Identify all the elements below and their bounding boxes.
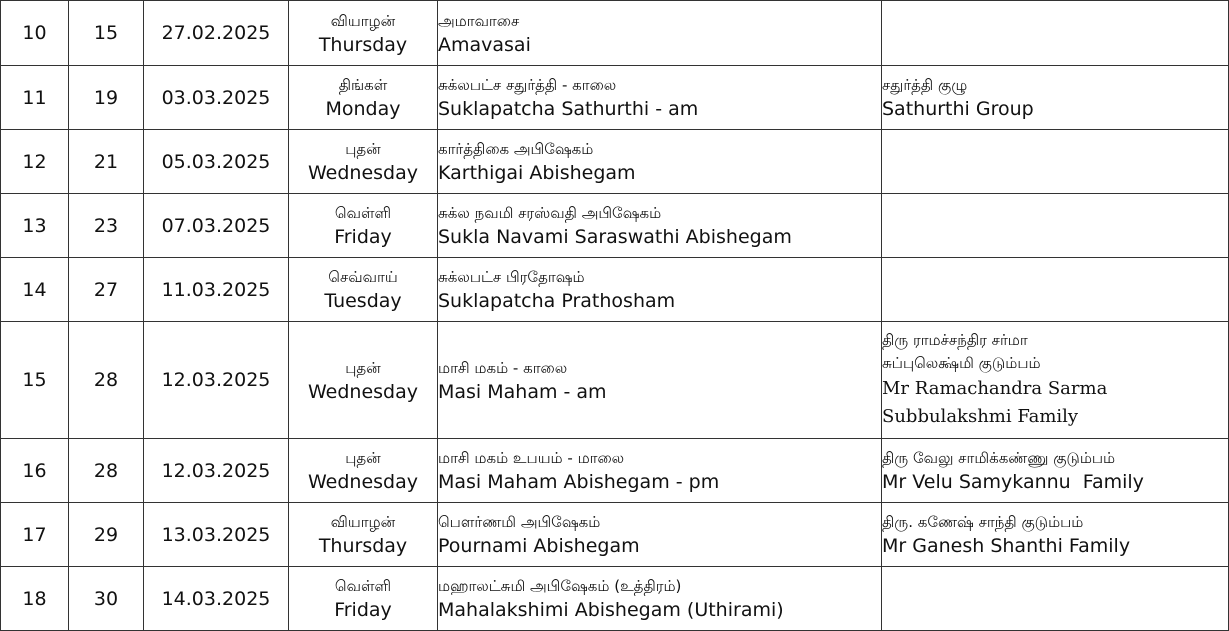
tithi-number: 30 [69, 567, 144, 631]
day-cell [289, 439, 438, 503]
table-row [1, 1, 1229, 66]
day-cell [289, 130, 438, 194]
day-tamil: வியாழன் [330, 11, 396, 30]
day-tamil: திங்கள் [338, 76, 388, 94]
event-english: Pournami Abishegam [438, 535, 640, 557]
table-row [1, 194, 1229, 258]
tithi-number: 15 [69, 1, 144, 66]
day-cell [289, 66, 438, 130]
tithi-number: 28 [69, 439, 144, 503]
day-cell [289, 567, 438, 631]
sponsor-cell [882, 439, 1229, 503]
sponsor-tamil: திரு. கணேஷ் சாந்தி குடும்பம் [882, 513, 1084, 531]
day-cell [289, 322, 438, 439]
event-cell [438, 439, 882, 503]
tithi-number: 21 [69, 130, 144, 194]
row-number: 11 [1, 66, 69, 130]
date-cell: 07.03.2025 [144, 194, 289, 258]
tithi-number: 23 [69, 194, 144, 258]
event-cell [438, 130, 882, 194]
day-tamil: செவ்வாய் [328, 268, 398, 286]
day-tamil: புதன் [345, 358, 381, 377]
day-english: Monday [325, 98, 401, 120]
event-english: Suklapatcha Prathosham [438, 290, 676, 312]
sponsor-cell [882, 567, 1229, 631]
sponsor-english-line-2: Subbulakshmi Family [882, 406, 1079, 427]
day-english: Friday [334, 599, 392, 621]
day-tamil: வெள்ளி [334, 204, 392, 222]
table-row [1, 503, 1229, 567]
row-number: 15 [1, 322, 69, 439]
sponsor-cell [882, 1, 1229, 66]
event-tamil: மாசி மகம் உபயம் - மாலை [438, 449, 625, 467]
sponsor-cell [882, 322, 1229, 439]
date-cell: 11.03.2025 [144, 258, 289, 322]
event-cell [438, 194, 882, 258]
date-cell: 03.03.2025 [144, 66, 289, 130]
row-number: 14 [1, 258, 69, 322]
tithi-number: 27 [69, 258, 144, 322]
event-cell [438, 322, 882, 439]
table-row [1, 322, 1229, 439]
event-tamil: சுக்ல நவமி சரஸ்வதி அபிஷேகம் [438, 204, 662, 222]
date-cell: 13.03.2025 [144, 503, 289, 567]
event-english: Mahalakshimi Abishegam (Uthirami) [438, 599, 784, 621]
event-english: Masi Maham - am [438, 380, 607, 403]
row-number: 12 [1, 130, 69, 194]
row-number: 10 [1, 1, 69, 66]
event-english: Masi Maham Abishegam - pm [438, 471, 720, 493]
table-row [1, 130, 1229, 194]
event-tamil: சுக்லபட்ச பிரதோஷம் [438, 268, 585, 286]
table-row [1, 258, 1229, 322]
event-english: Sukla Navami Saraswathi Abishegam [438, 226, 792, 248]
sponsor-cell [882, 66, 1229, 130]
date-cell: 12.03.2025 [144, 439, 289, 503]
day-english: Wednesday [307, 380, 418, 403]
day-cell [289, 503, 438, 567]
day-english: Thursday [318, 33, 408, 56]
event-tamil: பௌர்ணமி அபிஷேகம் [438, 513, 601, 531]
table-row [1, 66, 1229, 130]
row-number: 13 [1, 194, 69, 258]
sponsor-tamil: சதுர்த்தி குழு [882, 76, 968, 94]
day-cell [289, 258, 438, 322]
day-english: Thursday [318, 535, 408, 557]
sponsor-tamil-line-2: சுப்புலெக்ஷ்மி குடும்பம் [882, 354, 1041, 372]
date-cell: 27.02.2025 [144, 1, 289, 66]
date-cell: 05.03.2025 [144, 130, 289, 194]
event-cell [438, 66, 882, 130]
day-english: Tuesday [324, 290, 402, 312]
event-tamil: கார்த்திகை அபிஷேகம் [438, 140, 594, 158]
sponsor-english: Sathurthi Group [882, 98, 1034, 120]
day-english: Wednesday [307, 162, 418, 184]
event-cell [438, 1, 882, 66]
sponsor-cell [882, 503, 1229, 567]
sponsor-tamil: திரு வேலு சாமிக்கண்ணு குடும்பம் [882, 449, 1116, 467]
event-tamil: சுக்லபட்ச சதுர்த்தி - காலை [438, 76, 617, 94]
event-english: Suklapatcha Sathurthi - am [438, 98, 699, 120]
day-cell [289, 194, 438, 258]
day-tamil: வியாழன் [330, 513, 396, 531]
tithi-number: 19 [69, 66, 144, 130]
event-cell [438, 503, 882, 567]
event-tamil: மாசி மகம் - காலை [438, 358, 568, 377]
date-cell: 12.03.2025 [144, 322, 289, 439]
day-english: Wednesday [307, 471, 418, 493]
day-tamil: புதன் [345, 449, 381, 467]
event-tamil: மஹாலட்சுமி அபிஷேகம் (உத்திரம்) [438, 577, 682, 595]
event-english: Amavasai [438, 33, 531, 56]
sponsor-cell [882, 194, 1229, 258]
sponsor-english: Mr Velu Samykannu Family [882, 471, 1144, 493]
day-english: Friday [334, 226, 392, 248]
event-english: Karthigai Abishegam [438, 162, 636, 184]
row-number: 17 [1, 503, 69, 567]
sponsor-cell [882, 258, 1229, 322]
day-tamil: புதன் [345, 140, 381, 158]
row-number: 16 [1, 439, 69, 503]
table-row [1, 567, 1229, 631]
tithi-number: 29 [69, 503, 144, 567]
sponsor-cell [882, 130, 1229, 194]
day-tamil: வெள்ளி [334, 577, 392, 595]
event-cell [438, 567, 882, 631]
date-cell: 14.03.2025 [144, 567, 289, 631]
event-tamil: அமாவாசை [438, 11, 520, 30]
sponsor-english: Mr Ganesh Shanthi Family [882, 535, 1131, 557]
row-number: 18 [1, 567, 69, 631]
day-cell [289, 1, 438, 66]
sponsor-english-line-1: Mr Ramachandra Sarma [882, 378, 1108, 399]
tithi-number: 28 [69, 322, 144, 439]
table-row [1, 439, 1229, 503]
sponsor-tamil-line-1: திரு ராமச்சந்திர சர்மா [882, 331, 1028, 349]
event-cell [438, 258, 882, 322]
